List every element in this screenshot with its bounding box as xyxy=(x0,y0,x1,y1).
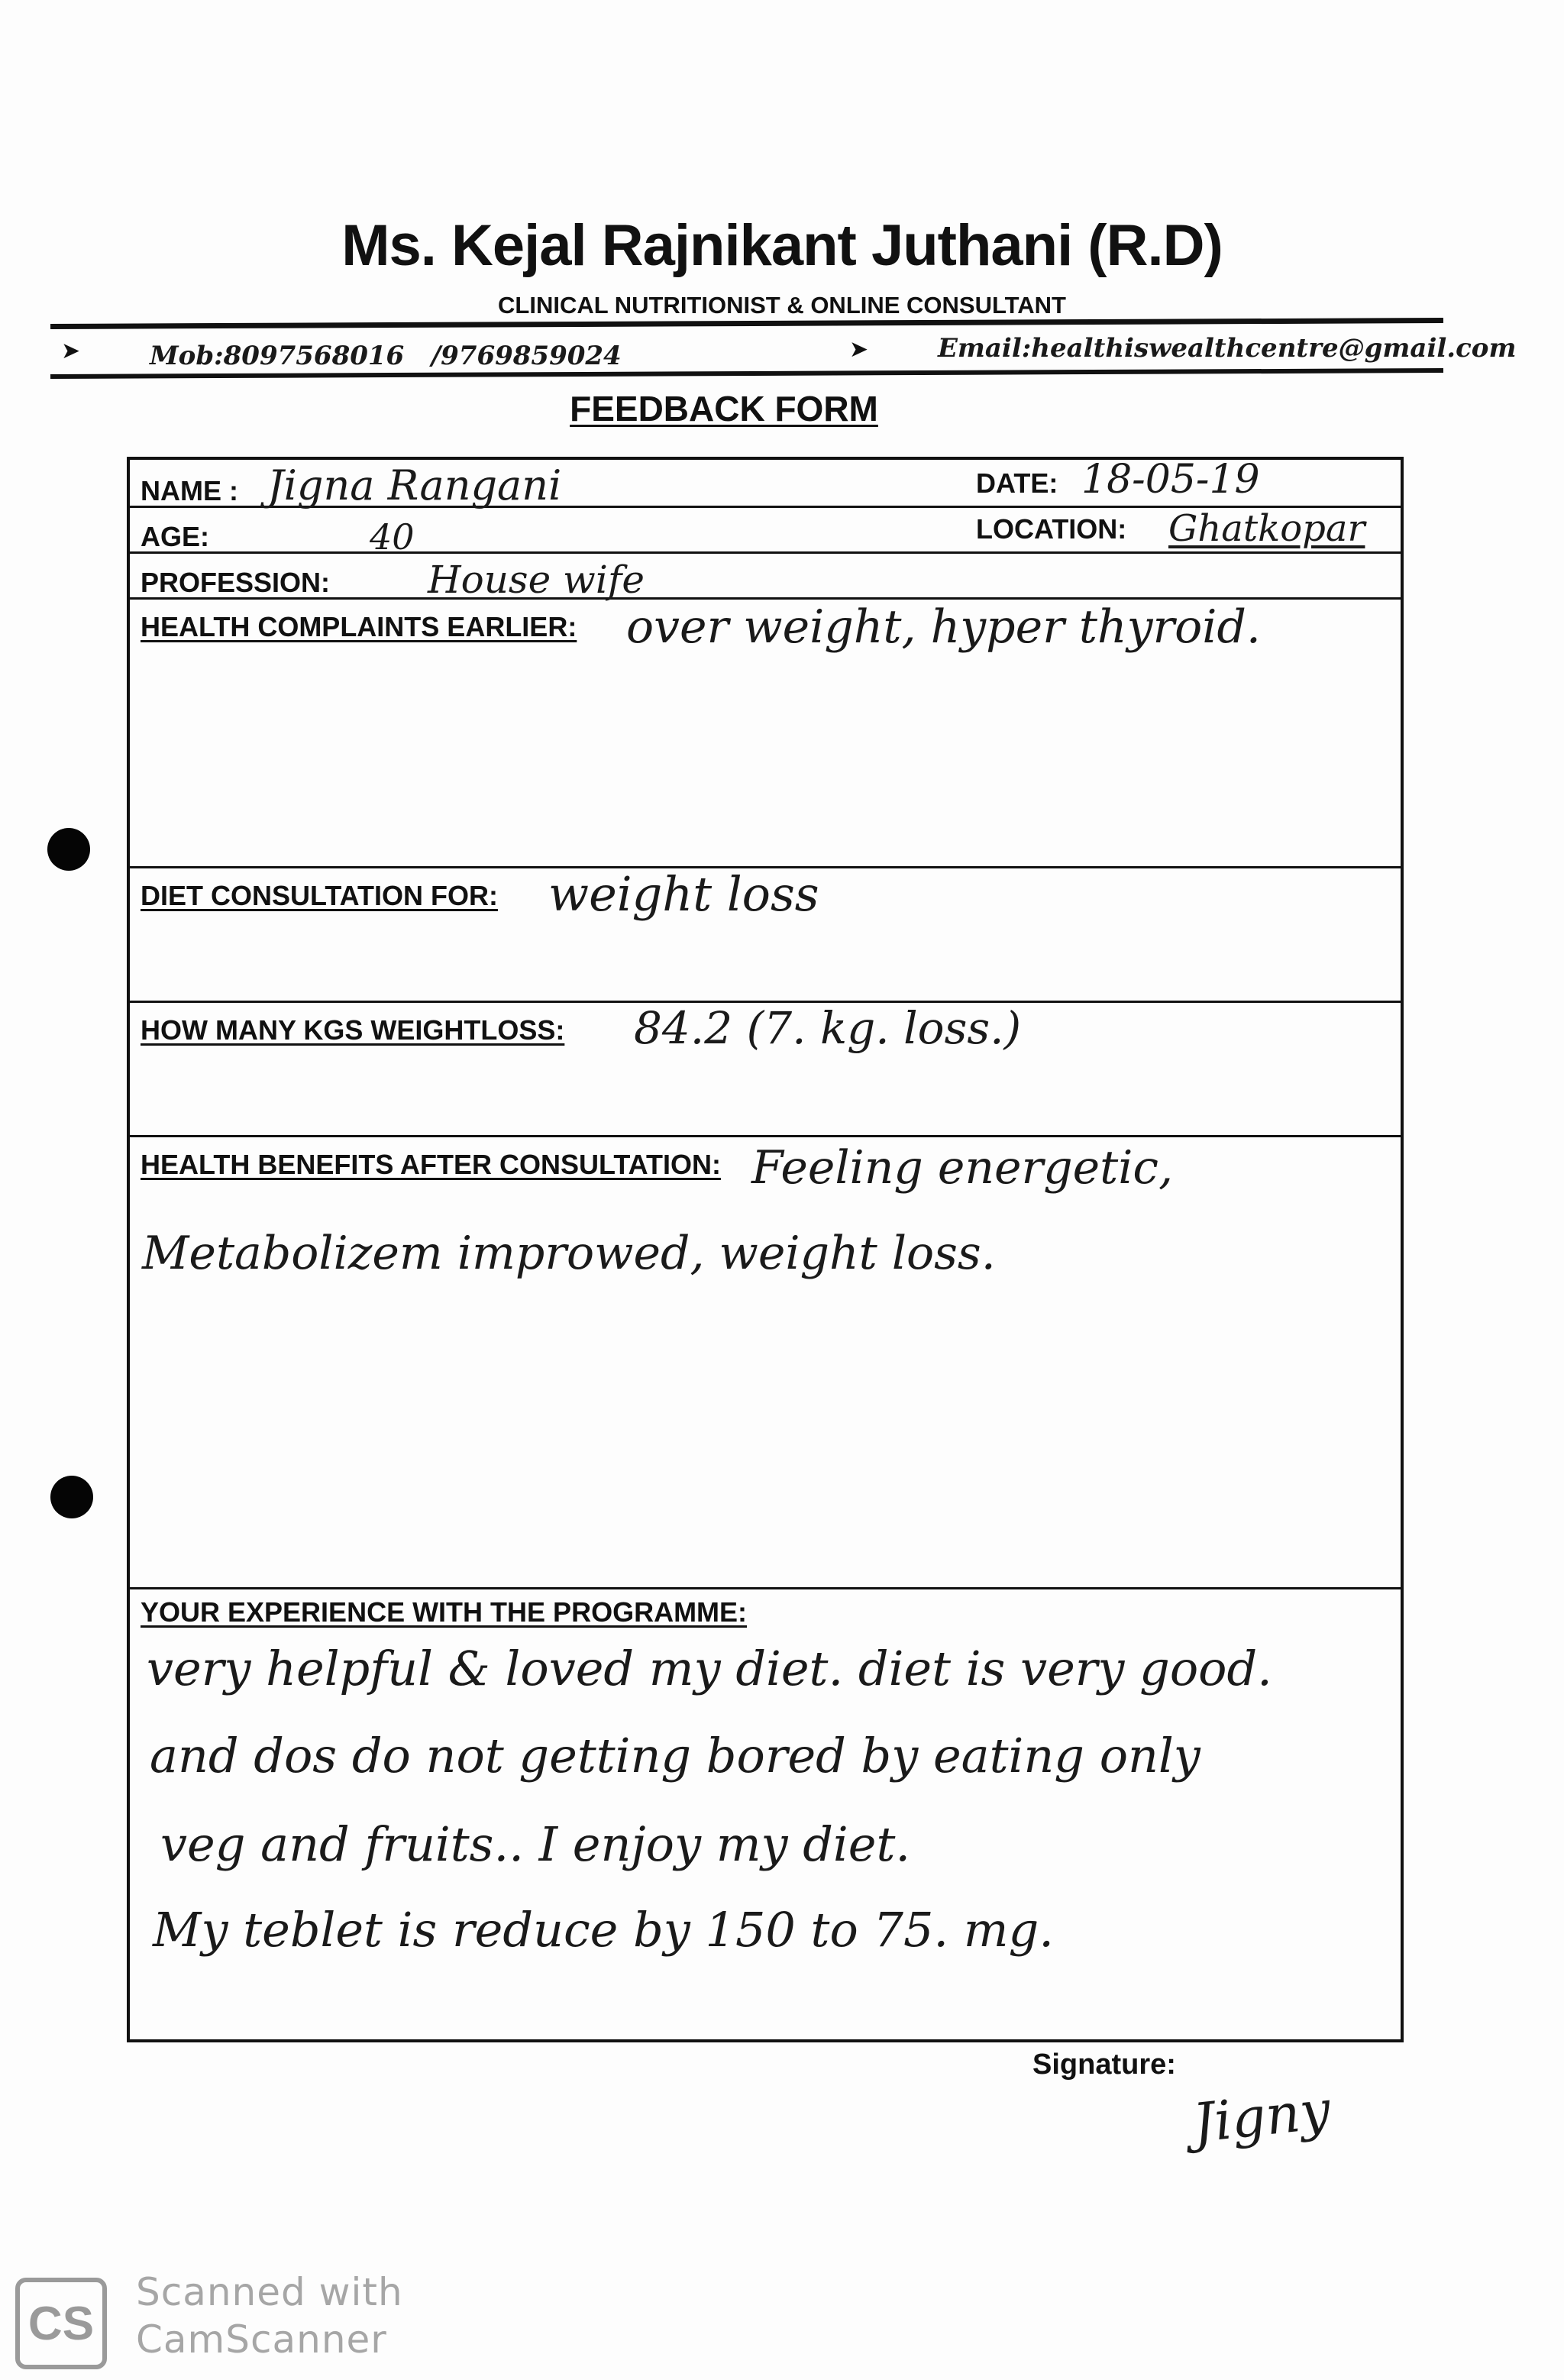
signature-value: Jigny xyxy=(1190,2078,1333,2155)
experience-line: veg and fruits.. I enjoy my diet. xyxy=(160,1816,911,1872)
date-value: 18-05-19 xyxy=(1081,457,1260,503)
form-title: FEEDBACK FORM xyxy=(570,389,878,428)
date-label: DATE: xyxy=(976,467,1058,499)
experience-line: and dos do not getting bored by eating only xyxy=(150,1728,1200,1783)
arrow-icon: ➤ xyxy=(849,337,869,362)
watermark-line1: Scanned with xyxy=(136,2270,403,2314)
age-value: 40 xyxy=(370,516,415,558)
health-benefits-line: Feeling energetic, xyxy=(751,1141,1174,1195)
experience-line: very helpful & loved my diet. diet is very good. xyxy=(147,1641,1272,1696)
header-top-rule xyxy=(50,318,1443,329)
row-divider xyxy=(127,1587,1402,1589)
complaints-label: HEALTH COMPLAINTS EARLIER: xyxy=(141,611,577,642)
email-address: Email:healthiswealthcentre@gmail.com xyxy=(938,333,1517,364)
profession-value: House wife xyxy=(428,558,645,602)
camscanner-logo-text: CS xyxy=(27,2297,95,2350)
health-benefits-label: HEALTH BENEFITS AFTER CONSULTATION: xyxy=(141,1149,721,1180)
health-benefits-line: Metabolizem improwed, weight loss. xyxy=(142,1227,996,1280)
weightloss-kgs-value: 84.2 (7. kg. loss.) xyxy=(634,1002,1022,1054)
name-value: Jigna Rangani xyxy=(267,461,562,509)
signature-label: Signature: xyxy=(1032,2049,1176,2081)
location-label: LOCATION: xyxy=(976,513,1127,545)
punch-hole xyxy=(50,1476,93,1518)
punch-hole xyxy=(47,828,90,871)
experience-line: My teblet is reduce by 150 to 75. mg. xyxy=(153,1902,1054,1958)
experience-label: YOUR EXPERIENCE WITH THE PROGRAMME: xyxy=(141,1596,748,1628)
location-value: Ghatkopar xyxy=(1168,507,1365,550)
name-label: NAME : xyxy=(141,475,238,506)
arrow-icon: ➤ xyxy=(61,338,81,364)
camscanner-logo xyxy=(15,2278,107,2369)
profession-label: PROFESSION: xyxy=(141,567,331,598)
consultant-subtitle: CLINICAL NUTRITIONIST & ONLINE CONSULTANT xyxy=(498,292,1066,319)
mobile-number: Mob:8097568016 /9769859024 xyxy=(150,341,622,371)
row-divider xyxy=(127,1135,1402,1137)
watermark-line2: CamScanner xyxy=(136,2317,387,2362)
row-divider xyxy=(127,551,1402,554)
diet-consultation-label: DIET CONSULTATION FOR: xyxy=(141,880,498,911)
complaints-value: over weight, hyper thyroid. xyxy=(626,600,1261,654)
age-label: AGE: xyxy=(141,521,209,552)
consultant-name: Ms. Kejal Rajnikant Juthani (R.D) xyxy=(341,213,1223,278)
diet-consultation-value: weight loss xyxy=(548,866,819,922)
weightloss-kgs-label: HOW MANY KGS WEIGHTLOSS: xyxy=(141,1014,565,1046)
